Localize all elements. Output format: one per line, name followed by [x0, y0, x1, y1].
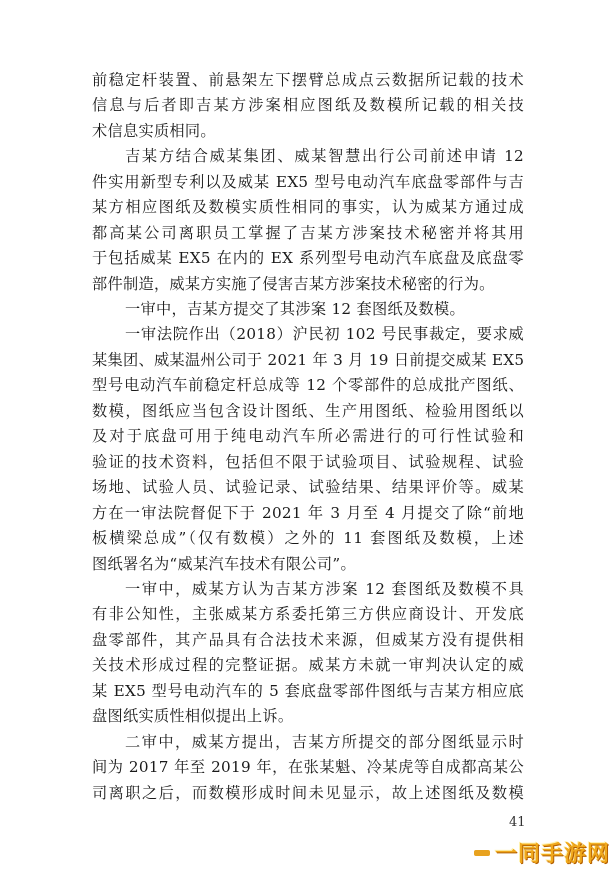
- text-line: 都高某公司离职员工掌握了吉某方涉案技术秘密并将其用: [92, 223, 524, 242]
- text-line: 板横梁总成”（仅有数模）之外的 11 套图纸及数模，上述: [92, 529, 524, 548]
- text-line: 术信息实质相同。: [92, 121, 216, 140]
- text-line: 盘图纸实质性相似提出上诉。: [92, 707, 294, 726]
- text-line: 一审中，吉某方提交了其涉案 12 套图纸及数模。: [125, 300, 465, 319]
- text-line: 方在一审法院督促下于 2021 年 3 月至 4 月提交了除“前地: [92, 503, 524, 522]
- text-line: 数模，图纸应当包含设计图纸、生产用图纸、检验用图纸以: [92, 401, 524, 420]
- text-line: 场地、试验人员、试验记录、试验结果、结果评价等。威某: [92, 478, 524, 497]
- text-line: 信息与后者即吉某方涉案相应图纸及数模所记载的相关技: [92, 96, 524, 115]
- text-line: 间为 2017 年至 2019 年，在张某魁、冷某虎等自成都高某公: [92, 758, 524, 777]
- watermark-text: 一同手游网: [494, 842, 610, 867]
- text-line: 一审中，威某方认为吉某方涉案 12 套图纸及数模不具: [125, 579, 524, 598]
- text-line: 有非公知性，主张威某方系委托第三方供应商设计、开发底: [92, 605, 524, 624]
- text-line: 于包括威某 EX5 在内的 EX 系列型号电动汽车底盘及底盘零: [92, 249, 524, 268]
- watermark-logo: [474, 837, 610, 868]
- text-line: 关技术形成过程的完整证据。威某方未就一审判决认定的威: [92, 656, 524, 675]
- dash-icon: [474, 850, 490, 856]
- text-line: 司离职之后，而数模形成时间未见显示，故上述图纸及数模: [92, 783, 524, 802]
- text-line: 部件制造，威某方实施了侵害吉某方涉案技术秘密的行为。: [92, 274, 495, 293]
- page-number: 41: [509, 815, 526, 830]
- text-line: 一审法院作出（2018）沪民初 102 号民事裁定，要求威: [125, 325, 524, 344]
- text-line: 件实用新型专利以及威某 EX5 型号电动汽车底盘零部件与吉: [92, 172, 524, 191]
- text-line: 某集团、威某温州公司于 2021 年 3 月 19 日前提交威某 EX5: [92, 350, 525, 369]
- text-line: 验证的技术资料，包括但不限于试验项目、试验规程、试验: [92, 452, 524, 471]
- text-line: 盘零部件，其产品具有合法技术来源，但威某方没有提供相: [92, 630, 524, 649]
- text-line: 图纸署名为“威某汽车技术有限公司”。: [92, 554, 356, 573]
- text-line: 某方相应图纸及数模实质性相同的事实，认为威某方通过成: [92, 198, 524, 217]
- text-line: 二审中，威某方提出，吉某方所提交的部分图纸显示时: [125, 732, 524, 751]
- text-line: 吉某方结合威某集团、威某智慧出行公司前述申请 12: [125, 147, 524, 166]
- text-line: 型号电动汽车前稳定杆总成等 12 个零部件的总成批产图纸、: [92, 376, 524, 395]
- text-line: 前稳定杆装置、前悬架左下摆臂总成点云数据所记载的技术: [92, 71, 524, 89]
- text-line: 及对于底盘可用于纯电动汽车所必需进行的可行性试验和: [92, 427, 524, 446]
- text-line: 某 EX5 型号电动汽车的 5 套底盘零部件图纸与吉某方相应底: [92, 681, 524, 700]
